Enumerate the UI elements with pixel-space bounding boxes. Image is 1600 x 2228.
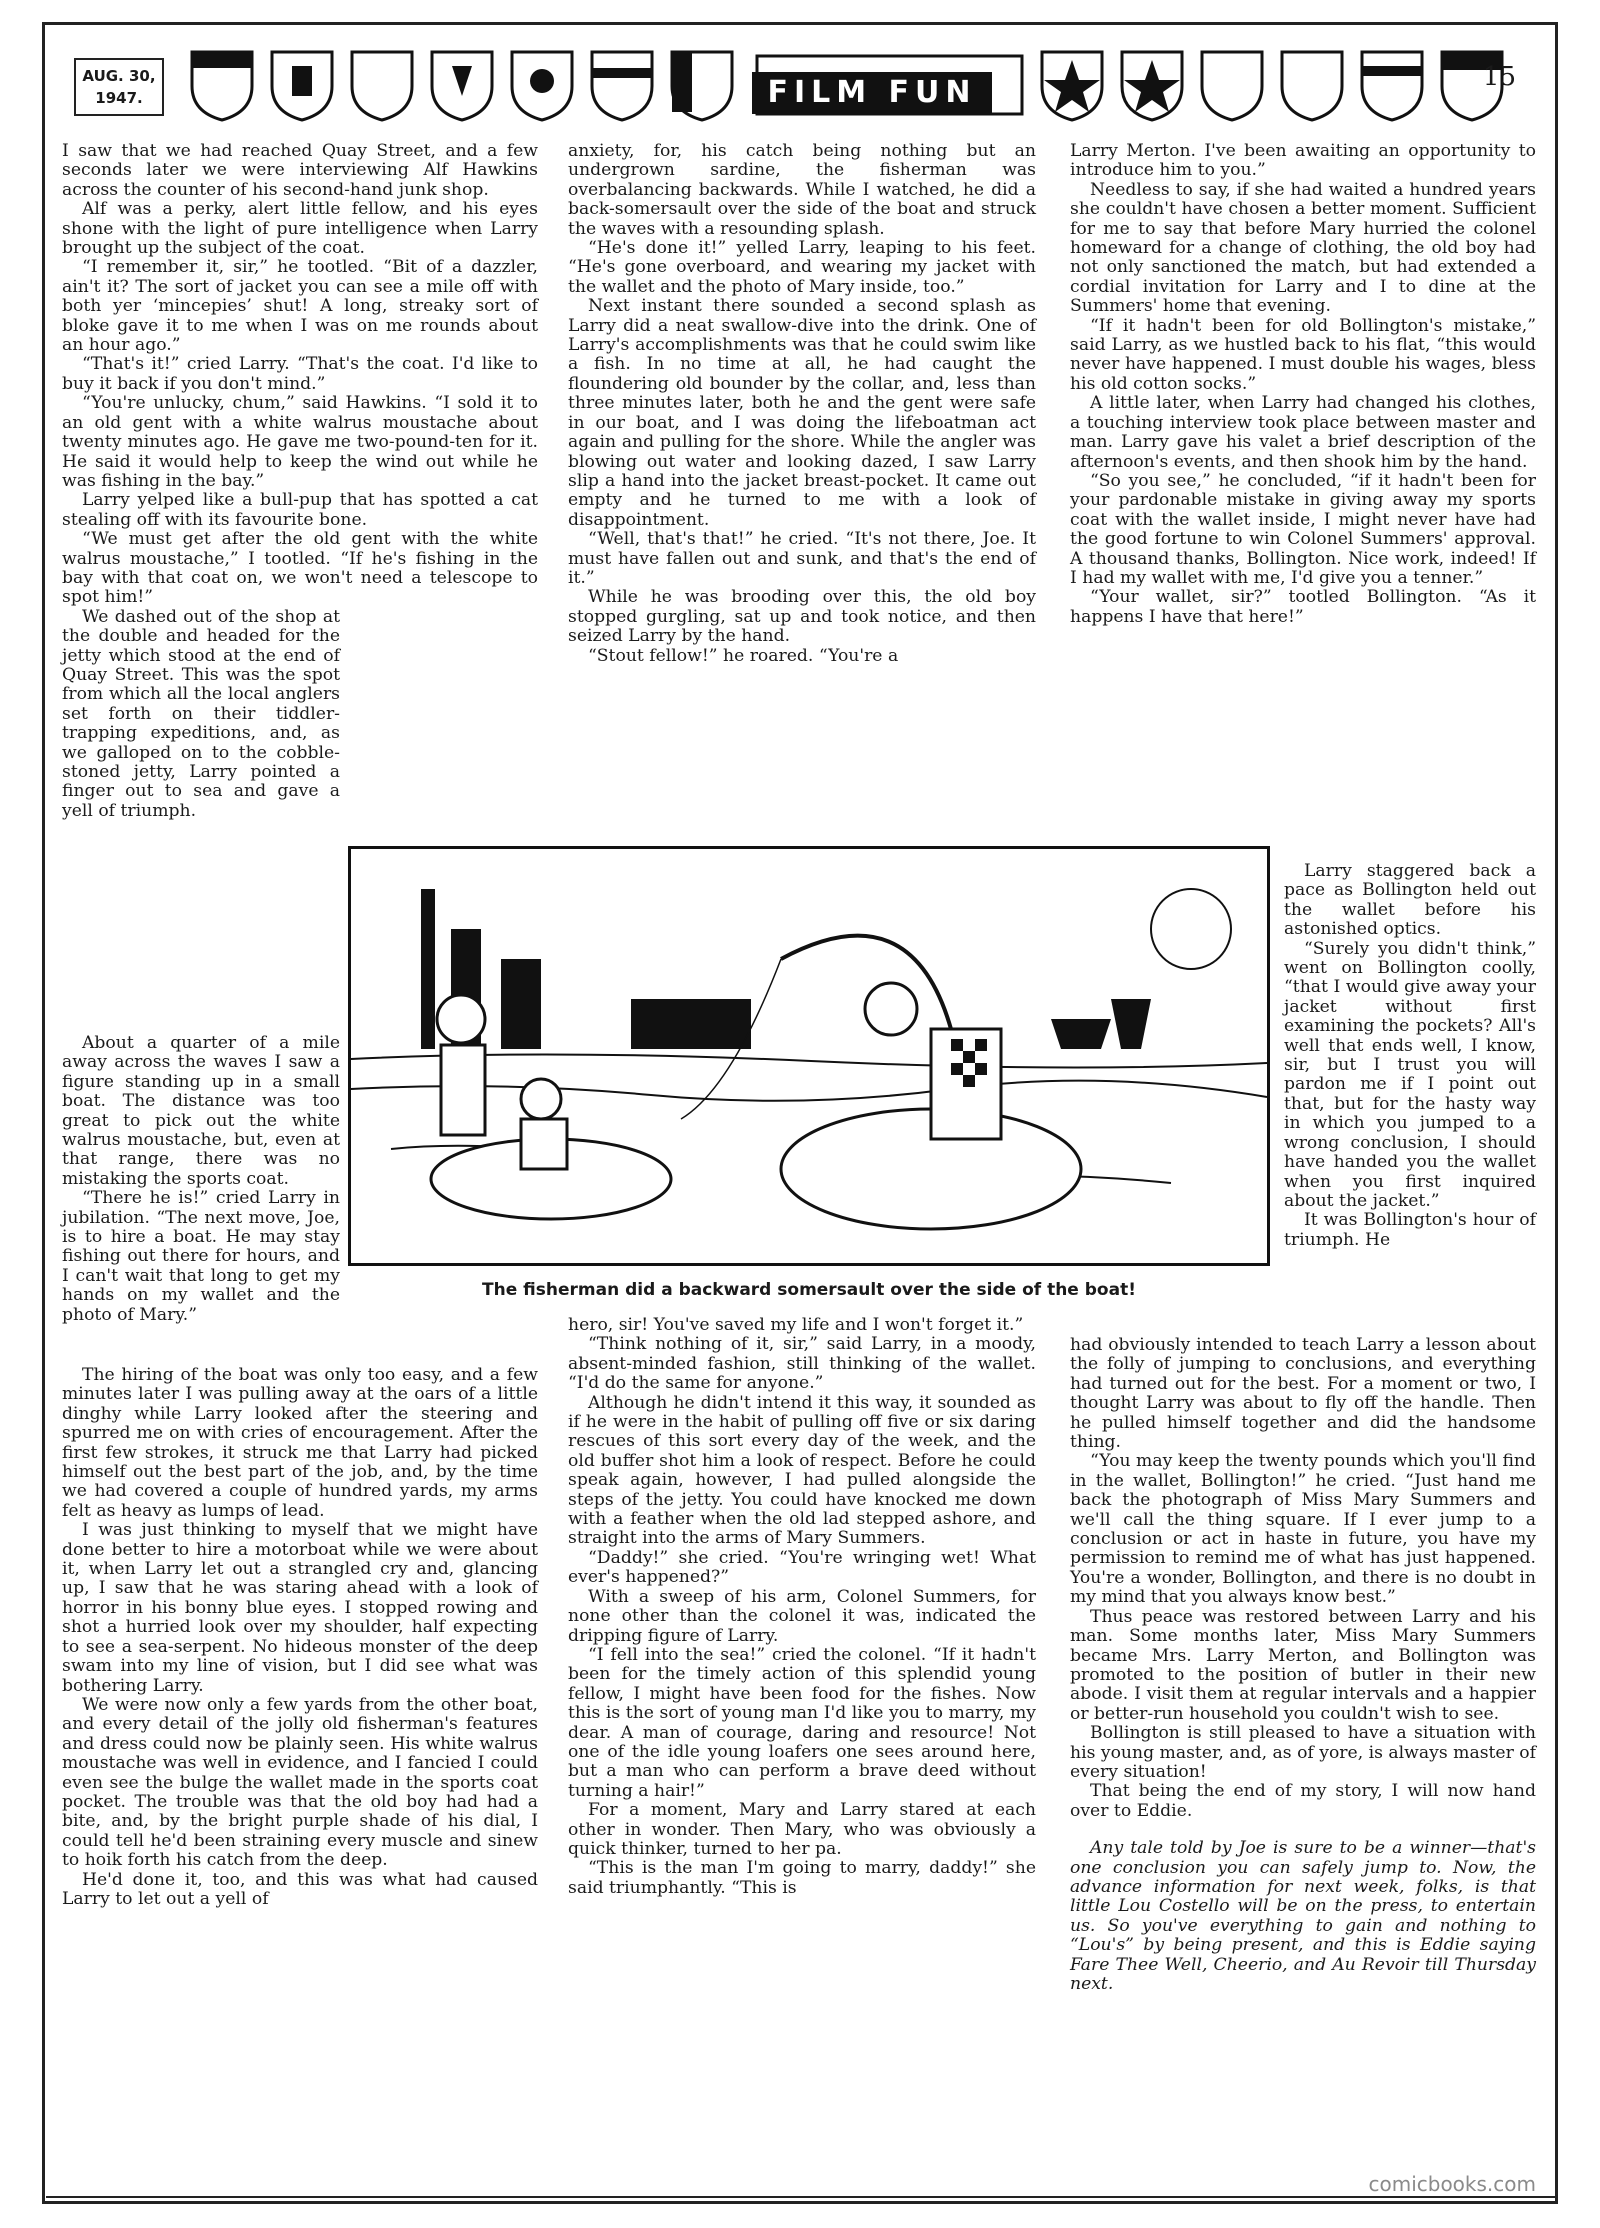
date-line-1: AUG. 30, — [82, 67, 156, 85]
paragraph: “There he is!” cried Larry in jubilation. “The next move, Joe, is to hire a boat. He may stay fishing out there for hours, and I can't wait that long to get my hands on my wallet and the photo of Mary.” — [62, 1188, 340, 1325]
paragraph: Larry yelped like a bull-pup that has spotted a cat stealing off with its favourite bone. — [62, 490, 538, 530]
watermark: comicbooks.com — [1368, 2172, 1536, 2196]
paragraph: A little later, when Larry had changed his clothes, a touching interview took place between master and man. Larry gave his valet a brief description of the afternoon's events, and then shook him by the hand. — [1070, 393, 1536, 472]
paragraph: With a sweep of his arm, Colonel Summers, for none other than the colonel it was, indicated the dripping figure of Larry. — [568, 1586, 1036, 1646]
column-1 — [62, 142, 538, 821]
paragraph: That being the end of my story, I will now hand over to Eddie. — [1070, 1781, 1536, 1821]
column-2-lower — [568, 1316, 1036, 1898]
paragraph: Bollington is still pleased to have a situation with his young master, and, as of yore, is always master of every situation! — [1070, 1723, 1536, 1782]
paragraph: “You may keep the twenty pounds which you'll find in the wallet, Bollington!” he cried. “Just hand me back the photograph of Miss Mary Summers and we'll call the thing square. If I ever jump to a conclusion or act in haste in future, you have my permission to remind me of what has just happened. You're a wonder, Bollington, and there is no doubt in my mind that you always know best.” — [1070, 1451, 1536, 1608]
paragraph: “So you see,” he concluded, “if it hadn't been for your pardonable mistake in giving away my sports coat with the wallet inside, I might never have had the good fortune to win Colonel Summers' approval. A thousand thanks, Bollington. Nice work, indeed! If I had my wallet with me, I'd give you a tenner.” — [1070, 470, 1536, 588]
paragraph: For a moment, Mary and Larry stared at each other in wonder. Then Mary, who was obviously a quick thinker, turned to her pa. — [568, 1800, 1036, 1859]
paragraph: He'd done it, too, and this was what had caused Larry to let out a yell of — [62, 1869, 538, 1909]
paragraph: “Your wallet, sir?” tootled Bollington. “As it happens I have that here!” — [1070, 587, 1536, 627]
paragraph: “This is the man I'm going to marry, daddy!” she said triumphantly. “This is — [568, 1858, 1036, 1898]
paragraph: “Stout fellow!” he roared. “You're a — [588, 645, 899, 666]
date-line-2: 1947. — [95, 89, 143, 107]
paragraph: Although he didn't intend it this way, it sounded as if he were in the habit of pulling off five or six daring rescues of this sort every day of the week, and the old buffer shot him a look of respect. Before he could speak again, however, I had pulled alongside the steps of the jetty. You could have knocked me down with a feather when the old lad stepped ashore, and straight into the arms of Mary Summers. — [568, 1392, 1036, 1549]
paragraph: We dashed out of the shop at the double and headed for the jetty which stood at the end of Quay Street. This was the spot from which all the local anglers set forth on their tiddler-trapping expeditions, and, as we galloped on to the cobble-stoned jetty, Larry pointed a finger out to sea and gave a yell of triumph. — [62, 606, 340, 821]
paragraph: “That's it!” cried Larry. “That's the coat. I'd like to buy it back if you don't mind.” — [62, 354, 538, 394]
paragraph: “If it hadn't been for old Bollington's mistake,” said Larry, as we hustled back to his flat, “this would never have happened. I must double his wages, bless his old cotton socks.” — [1070, 315, 1536, 394]
column-3-upper — [1070, 142, 1536, 627]
paragraph: Next instant there sounded a second splash as Larry did a neat swallow-dive into the drink. One of Larry's accomplishments was that he could swim like a fish. In no time at all, he had caught the floundering old bounder by the collar, and, less than three minutes later, both he and the gent were safe in our boat, and I was doing the lifeboatman act again and pulling for the shore. While the angler was blowing out water and looking dazed, I saw Larry slip a hand into the jacket breast-pocket. It came out empty and he turned to me with a look of disappointment. — [568, 296, 1036, 530]
paragraph: had obviously intended to teach Larry a lesson about the folly of jumping to conclusions, and everything had turned out for the best. For a moment or two, I thought Larry was about to fly off the handle. Then he pulled himself together and did the handsome thing. — [1070, 1335, 1536, 1453]
paragraph: Larry Merton. I've been awaiting an opportunity to introduce him to you.” — [1070, 141, 1536, 181]
paragraph: “Daddy!” she cried. “You're wringing wet! What ever's happened?” — [568, 1547, 1036, 1588]
paragraph: “Think nothing of it, sir,” said Larry, in a moody, absent-minded fashion, still thinking of the wallet. “I'd do the same for anyone.” — [568, 1334, 1036, 1394]
column-1-lower — [62, 1366, 538, 1909]
paragraph: “I fell into the sea!” cried the colonel. “If it hadn't been for the timely action of this splendid young fellow, I might have been food for the fishes. Now this is the sort of young man I'd like you to marry, my dear. A man of courage, daring and resource! Not one of the idle young loafers one sees around here, but a man who can perform a brave deed without turning a hair!” — [568, 1644, 1036, 1801]
paragraph: Needless to say, if she had waited a hundred years she couldn't have chosen a better moment. Sufficient for me to say that before Mary hurried the colonel homeward for a change of clothing, the old boy had not only sanctioned the match, but had extended a cordial invitation for Larry and I to dine at the Summers' home that evening. — [1070, 179, 1536, 317]
paragraph: anxiety, for, his catch being nothing but an undergrown sardine, the fisherman was overbalancing backwards. While I watched, he did a back-somersault over the side of the boat and struck the waves with a resounding splash. — [568, 141, 1036, 239]
masthead — [62, 28, 1542, 124]
illustration-caption: The fisherman did a backward somersault over the side of the boat! — [482, 1280, 1136, 1300]
paragraph: About a quarter of a mile away across the waves I saw a figure standing up in a small boat. The distance was too great to pick out the white walrus moustache, but, even at that range, there was no mistaking the sports coat. — [62, 1033, 340, 1189]
paragraph: “Well, that's that!” he cried. “It's not there, Joe. It must have fallen out and sunk, and that's the end of it.” — [568, 529, 1036, 588]
paragraph: We were now only a few yards from the other boat, and every detail of the jolly old fisherman's features and dress could now be plainly seen. His white walrus moustache was well in evidence, and I fancied I could even see the bulge the wallet made in the sports coat pocket. The trouble was that the old boy had had a bite, and, by the bright purple shade of his dial, I could tell he'd been straining every muscle and sinew to hoik forth his catch from the deep. — [62, 1694, 538, 1871]
footer-border — [46, 2196, 1556, 2198]
paragraph: The hiring of the boat was only too easy, and a few minutes later I was pulling away at the oars of a little dinghy while Larry looked after the steering and spurred me on with cries of encouragement. After the first few strokes, it struck me that Larry had picked himself out the best part of the job, and, by the time we had covered a couple of hundred yards, my arms felt as heavy as lumps of lead. — [62, 1365, 538, 1521]
paragraph: “I remember it, sir,” he tootled. “Bit of a dazzler, ain't it? The sort of jacket you can see a mile off with both yer ‘mincepies’ shut! A long, streaky sort of bloke gave it to me when I was on me rounds about an hour ago.” — [62, 257, 538, 356]
closing-note: Any tale told by Joe is sure to be a winner—that's one conclusion you can safely jump to. Now, the advance information for next week, folks, is that little Lou Costello will be on the press, to entertain us. So you've everything to gain and nothing to “Lou's” by being present, and this is Eddie saying Fare Thee Well, Cheerio, and Au Revoir till Thursday next. — [1070, 1838, 1536, 1994]
film-fun-logo: FILM FUN — [752, 72, 992, 114]
paragraph: “He's done it!” yelled Larry, leaping to his feet. “He's gone overboard, and wearing my jacket with the wallet and the photo of Mary inside, too.” — [568, 238, 1036, 297]
issue-date — [74, 58, 164, 116]
paragraph: Thus peace was restored between Larry and his man. Some months later, Miss Mary Summers became Mrs. Larry Merton, and Bollington was promoted to the position of butler in their new abode. I visit them at regular intervals and a happier or better-run household you couldn't wish to see. — [1070, 1606, 1536, 1724]
column-3-wrap — [1284, 862, 1536, 1250]
paragraph: Larry staggered back a pace as Bollington held out the wallet before his astonished optics. — [1284, 861, 1536, 940]
paragraph: “You're unlucky, chum,” said Hawkins. “I sold it to an old gent with a white walrus moustache about twenty minutes ago. He gave me two-pound-ten for it. He said it would help to keep the wind out while he was fishing in the bay.” — [62, 393, 538, 491]
paragraph: It was Bollington's hour of triumph. He — [1284, 1210, 1536, 1250]
paragraph: I was just thinking to myself that we might have done better to hire a motorboat while we were about it, when Larry let out a strangled cry and, glancing up, I saw that he was staring ahead with a look of horror in his bonny blue eyes. I stopped rowing and shot a hurried look over my shoulder, half expecting to see a sea-serpent. No hideous monster of the deep swam into my line of vision, but I did see what was bothering Larry. — [62, 1520, 538, 1696]
column-1-wrap — [62, 1034, 340, 1325]
paragraph: I saw that we had reached Quay Street, and a few seconds later we were interviewing Alf Hawkins across the counter of his second-hand junk shop. — [62, 141, 538, 200]
paragraph: “We must get after the old gent with the white walrus moustache,” I tootled. “If he's fishing in the bay with that coat on, we won't need a telescope to spot him!” — [62, 529, 538, 608]
page-number: 15 — [1482, 62, 1516, 92]
story-illustration — [348, 846, 1270, 1266]
fishing-scene-drawing — [351, 849, 1267, 1263]
paragraph: hero, sir! You've saved my life and I won't forget it.” — [568, 1315, 1024, 1335]
column-3-lower — [1070, 1336, 1536, 1994]
paragraph: Alf was a perky, alert little fellow, and his eyes shone with the light of pure intelligence when Larry brought up the subject of the coat. — [62, 199, 538, 259]
paragraph: “Surely you didn't think,” went on Bollington coolly, “that I would give away your jacket without first examining the pockets? All's well that ends well, I know, sir, but I trust you will pardon me if I point out that, but for the hasty way in which you jumped to a wrong conclusion, I should have handed you the wallet when you first inquired about the jacket.” — [1284, 938, 1536, 1211]
paragraph: While he was brooding over this, the old boy stopped gurgling, sat up and took notice, and then seized Larry by the hand. — [568, 587, 1036, 647]
column-2-upper — [568, 142, 1036, 666]
